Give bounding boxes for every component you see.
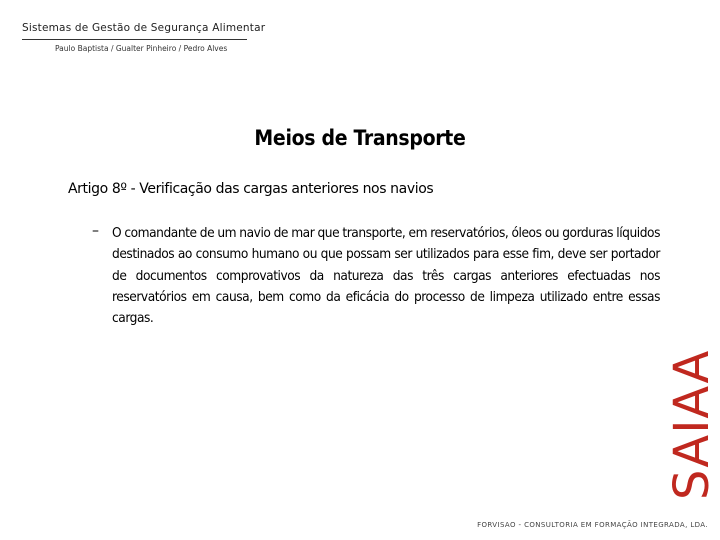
article-heading: Artigo 8º - Verificação das cargas anteriores nos navios [68, 181, 434, 197]
bullet-text: O comandante de um navio de mar que transporte, em reservatórios, óleos ou gorduras líquidos destinados ao consumo humano ou que possam ser utilizados para esse fim, deve ser portador de documentos comprovativos da natureza das três cargas anteriores efectuadas nos reservatórios em causa, bem como da eficácia do processo de limpeza utilizado entre essas cargas. [112, 225, 660, 327]
header-authors: Paulo Baptista / Gualter Pinheiro / Pedro Alves [55, 44, 228, 53]
document-header [22, 22, 266, 53]
header-title: Sistemas de Gestão de Segurança Alimentar [22, 22, 266, 34]
header-divider [22, 39, 247, 40]
bullet-marker: – [92, 223, 99, 239]
slide-title: Meios de Transporte [254, 126, 466, 150]
footer-text: FORVISAO - CONSULTORIA EM FORMAÇÃO INTEGRADA, LDA. [477, 521, 708, 529]
slide-title-container [0, 126, 720, 150]
saiaa-logo: SAIAA [664, 349, 720, 500]
